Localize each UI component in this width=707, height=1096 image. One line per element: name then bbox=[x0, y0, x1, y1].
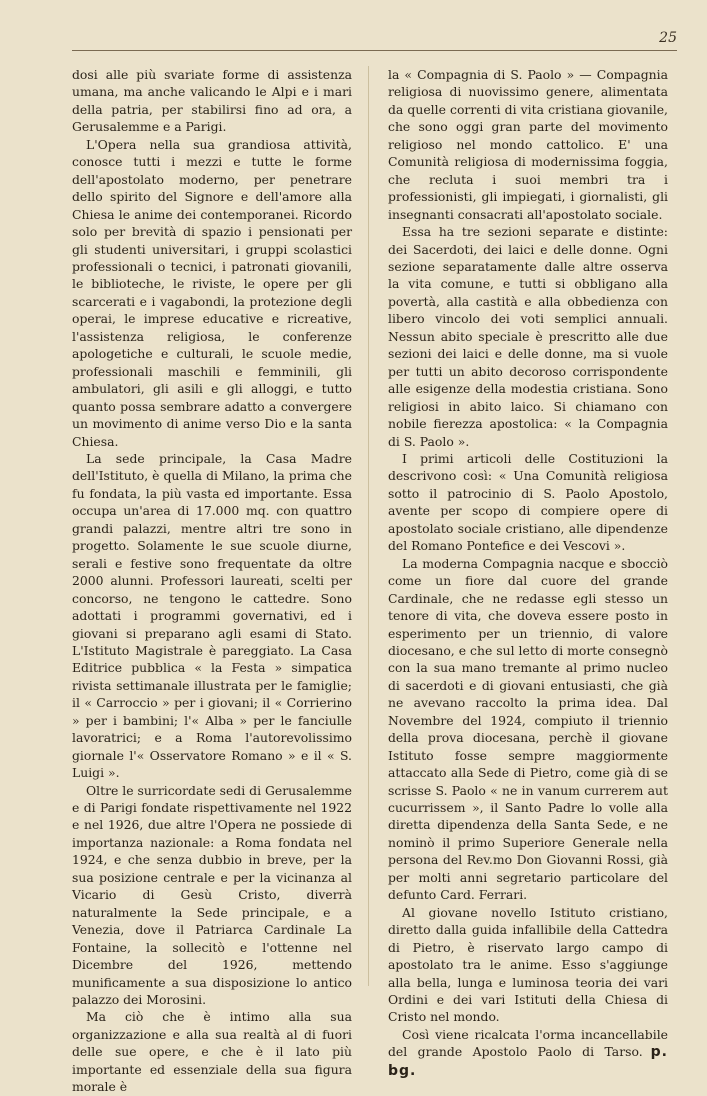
page-number: 25 bbox=[659, 30, 677, 46]
paragraph: Al giovane novello Istituto cristiano, diretto dalla guida infallibile della Cattedra di Pietro, è riservato largo campo di apostolato tra le anime. Esso s'aggiunge alla bella, lunga e luminosa teoria dei vari Ordini e dei vari Istituti della Chiesa di Cristo nel mondo. bbox=[388, 904, 668, 1025]
author-signature: p. bg. bbox=[388, 1044, 668, 1079]
closing-text: Così viene ricalcata l'orma incancellabile del grande Apostolo Paolo di Tarso. bbox=[388, 1026, 668, 1060]
header-rule bbox=[72, 50, 677, 51]
paragraph: la « Compagnia di S. Paolo » — Compagnia religiosa di nuovissimo genere, alimentata da quelle correnti di vita cristiana giovanile, che sono oggi gran parte del movimento religioso nel mondo cattolico. E' una Comunità religiosa di modernissima foggia, che recluta i suoi membri tra i professionisti, gli impiegati, i giornalisti, gli insegnanti consacrati all'apostolato sociale. bbox=[388, 67, 668, 222]
paragraph: La moderna Compagnia nacque e sbocciò come un fiore dal cuore del grande Cardinale, che ne redasse egli stesso un tenore di vita, che doveva essere posto in esperimento per un triennio, di valore diocesano, e che sul letto di morte consegnò con la sua mano tremante al primo nucleo di sacerdoti e di giovani entusiasti, che già ne avevano raccolto la prima idea. Dal Novembre del 1924, compiuto il triennio della prova diocesana, perchè il giovane Istituto fosse sempre maggiormente attaccato alla Sede di Pietro, come già di se scrisse S. Paolo « ne in vanum currerem aut cucurrissem », il Santo Padre lo volle alla diretta dipendenza della Santa Sede, e ne nominò il primo Superiore Generale nella persona del Rev.mo Don Giovanni Rossi, già per molti anni segretario particolare del defunto Card. Ferrari. bbox=[388, 555, 668, 903]
left-column bbox=[72, 66, 352, 1096]
right-column bbox=[388, 66, 668, 1080]
paragraph: Oltre le surricordate sedi di Gerusalemme e di Parigi fondate rispettivamente nel 1922 e nel 1926, due altre l'Opera ne possiede di importanza nazionale: a Roma fondata nel 1924, e che senza dubbio in breve, per la sua posizione centrale e per la vicinanza al Vicario di Gesù Cristo, diverrà naturalmente la Sede principale, e a Venezia, dove il Patriarca Cardinale La Fontaine, la sollecitò e l'ottenne nel Dicembre del 1926, mettendo munificamente a sua disposizione lo antico palazzo dei Morosini. bbox=[72, 782, 352, 1008]
paragraph: Essa ha tre sezioni separate e distinte: dei Sacerdoti, dei laici e delle donne. Ogni sezione separatamente dalle altre osserva la vita comune, e tutti si obbligano alla povertà, alla castità e alla obbedienza con libero vincolo dei voti semplici annuali. Nessun abito speciale è prescritto alle due sezioni dei laici e delle donne, ma si vuole per tutti un abito decoroso corrispondente alle esigenze della modestia cristiana. Sono religiosi in abito laico. Si chiamano con nobile fierezza apostolica: « la Compagnia di S. Paolo ». bbox=[388, 224, 668, 449]
paragraph: dosi alle più svariate forme di assistenza umana, ma anche valicando le Alpi e i mari della patria, per stabilirsi fino ad ora, a Gerusalemme e a Parigi. bbox=[72, 67, 352, 135]
paragraph: L'Opera nella sua grandiosa attività, conosce tutti i mezzi e tutte le forme dell'apostolato moderno, per penetrare dello spirito del Signore e dell'amore alla Chiesa le anime dei contemporanei. Ricordo solo per brevità di spazio i pensionati per gli studenti universitari, i gruppi scolastici professionali o tecnici, i patronati giovanili, le biblioteche, le riviste, le opere per gli scarcerati e i vagabondi, la protezione degli operai, le imprese educative e ricreative, l'assistenza religiosa, le conferenze apologetiche e culturali, le scuole medie, professionali maschili e femminili, gli ambulatori, gli asili e gli alloggi, e tutto quanto possa sembrare adatto a convergere un movimento di anime verso Dio e la santa Chiesa. bbox=[72, 136, 352, 449]
paragraph: I primi articoli delle Costituzioni la descrivono così: « Una Comunità religiosa sotto il patrocinio di S. Paolo Apostolo, avente per scopo di compiere opere di apostolato sociale cristiano, alle dipendenze del Romano Pontefice e dei Vescovi ». bbox=[388, 450, 668, 554]
closing-paragraph bbox=[388, 1026, 668, 1080]
paragraph: La sede principale, la Casa Madre dell'Istituto, è quella di Milano, la prima che fu fondata, la più vasta ed importante. Essa occupa un'area di 17.000 mq. con quattro grandi palazzi, mentre altri tre sono in progetto. Solamente le sue scuole diurne, serali e festive sono frequentate da oltre 2000 alunni. Professori laureati, scelti per concorso, ne tengono le cattedre. Sono adottati i programmi governativi, ed i giovani si preparano agli esami di Stato. L'Istituto Magistrale è pareggiato. La Casa Editrice pubblica « la Festa » simpatica rivista settimanale illustrata per le famiglie; il « Carroccio » per i giovani; il « Corrierino » per i bambini; l'« Alba » per le fanciulle lavoratrici; e a Roma l'autorevolissimo giornale l'« Osservatore Romano » e il « S. Luigi ». bbox=[72, 450, 352, 781]
column-divider bbox=[368, 66, 369, 986]
paragraph: Ma ciò che è intimo alla sua organizzazione e alla sua realtà al di fuori delle sue opere, e che è il lato più importante ed essenziale della sua figura morale è bbox=[72, 1009, 352, 1095]
